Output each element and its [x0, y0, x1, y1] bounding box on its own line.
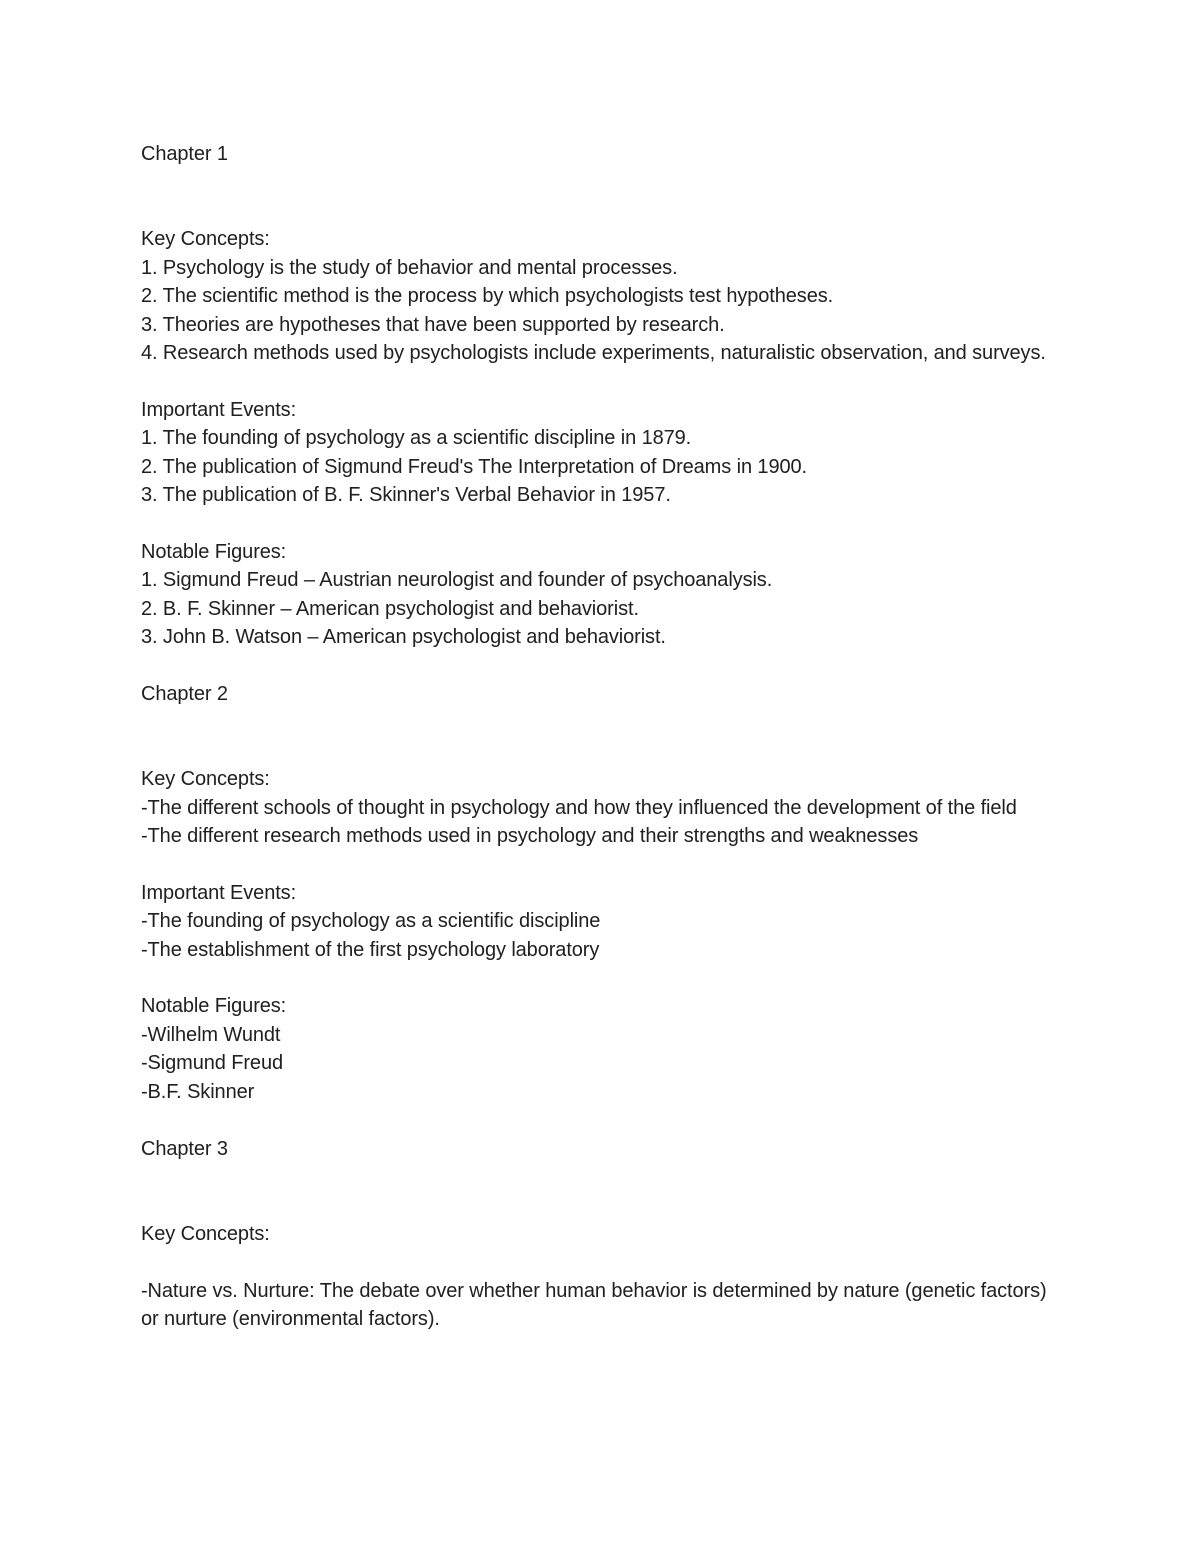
list-item: 4. Research methods used by psychologists include experiments, naturalistic observation, and surveys. [141, 342, 1046, 365]
list-item: 1. The founding of psychology as a scientific discipline in 1879. [141, 427, 692, 450]
list-item: -Sigmund Freud [141, 1052, 283, 1075]
list-item: -The different research methods used in psychology and their strengths and weaknesses [141, 825, 919, 848]
chapter-1-key-concepts-heading: Key Concepts: [141, 228, 270, 251]
chapter-2-notable-figures-heading: Notable Figures: [141, 995, 287, 1018]
chapter-3-title: Chapter 3 [141, 1137, 228, 1160]
list-item: -Wilhelm Wundt [141, 1023, 281, 1046]
list-item: -The founding of psychology as a scientific discipline [141, 910, 601, 933]
spacer [141, 367, 1066, 395]
spacer [141, 509, 1066, 537]
spacer [141, 1163, 1066, 1220]
spacer [141, 708, 1066, 765]
chapter-1-important-events-heading: Important Events: [141, 398, 297, 421]
chapter-2-title: Chapter 2 [141, 682, 228, 705]
list-item: 1. Sigmund Freud – Austrian neurologist and founder of psychoanalysis. [141, 569, 773, 592]
list-item: 3. Theories are hypotheses that have been supported by research. [141, 313, 725, 336]
list-item: 2. The scientific method is the process by which psychologists test hypotheses. [141, 285, 834, 308]
spacer [141, 964, 1066, 992]
spacer [141, 1248, 1066, 1276]
list-item: 2. The publication of Sigmund Freud's The Interpretation of Dreams in 1900. [141, 455, 807, 478]
list-item: 2. B. F. Skinner – American psychologist and behaviorist. [141, 597, 639, 620]
spacer [141, 1106, 1066, 1134]
list-item: 1. Psychology is the study of behavior and mental processes. [141, 256, 678, 279]
list-item: -Nature vs. Nurture: The debate over whether human behavior is determined by nature (genetic factors) or nurture (environmental factors). [141, 1279, 1047, 1331]
spacer [141, 850, 1066, 878]
list-item: -The establishment of the first psychology laboratory [141, 938, 600, 961]
chapter-3-key-concepts-heading: Key Concepts: [141, 1222, 270, 1245]
chapter-2-important-events-heading: Important Events: [141, 881, 297, 904]
list-item: 3. The publication of B. F. Skinner's Verbal Behavior in 1957. [141, 484, 671, 507]
spacer [141, 651, 1066, 679]
document-page [141, 140, 1066, 1334]
list-item: -B.F. Skinner [141, 1080, 255, 1103]
chapter-1-title: Chapter 1 [141, 143, 228, 165]
chapter-2-key-concepts-heading: Key Concepts: [141, 768, 270, 791]
list-item: 3. John B. Watson – American psychologist and behaviorist. [141, 626, 666, 649]
spacer [141, 168, 1066, 225]
chapter-1-notable-figures-heading: Notable Figures: [141, 540, 287, 563]
list-item: -The different schools of thought in psychology and how they influenced the development of the field [141, 796, 1017, 819]
